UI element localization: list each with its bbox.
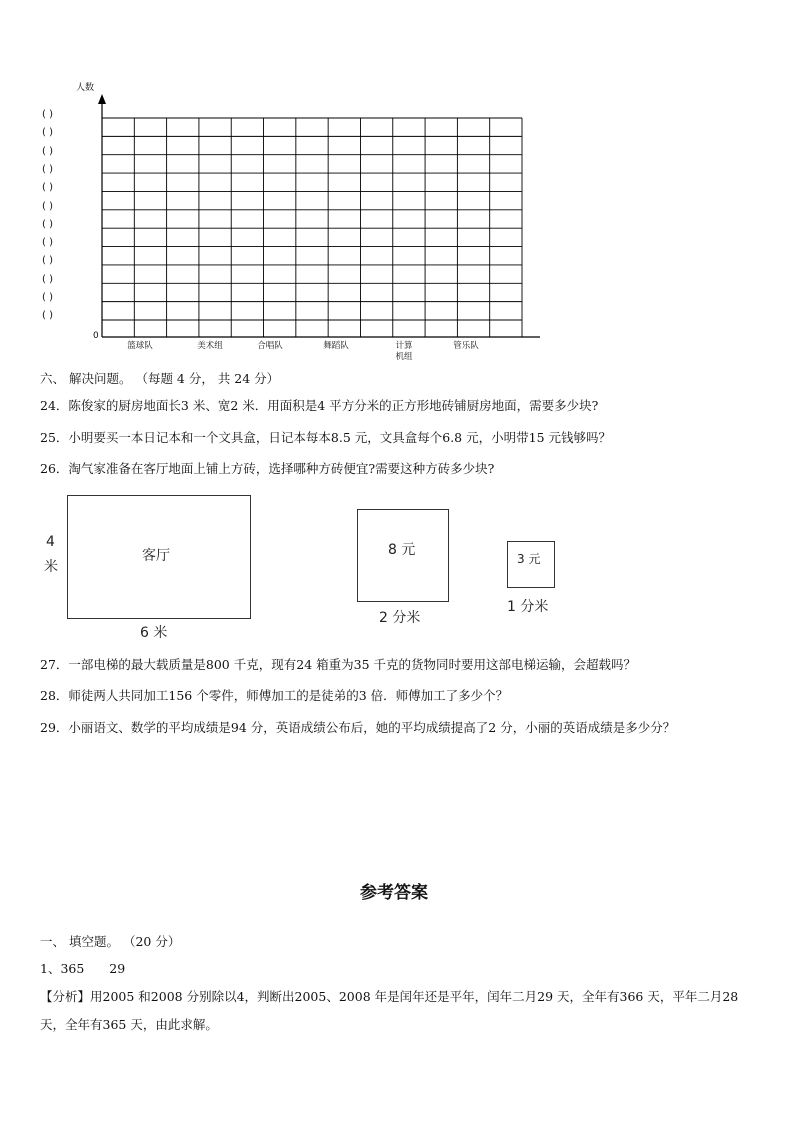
y-tick-blank: ( ) <box>42 163 53 175</box>
room-height-value: 4 <box>46 534 55 550</box>
answers-section1-heading: 一、 填空题。 （20 分） <box>40 934 181 949</box>
y-axis-label: 人数 <box>76 83 95 93</box>
question-28: 28．师徒两人共同加工156 个零件，师傅加工的是徒弟的3 倍．师傅加工了多少个？ <box>40 688 509 703</box>
chart-grid <box>0 0 794 360</box>
small-tile-side: 1 分米 <box>507 599 549 615</box>
y-tick-blank: ( ) <box>42 109 53 120</box>
y-tick-blank: ( ) <box>42 310 53 322</box>
room-width-label: 6 米 <box>140 625 168 641</box>
large-tile-price: 8 元 <box>388 542 416 558</box>
living-room-label: 客厅 <box>142 548 170 564</box>
x-category-label: 篮球队 <box>127 341 153 351</box>
x-category-label: 美术组 <box>197 341 223 351</box>
origin-label: 0 <box>93 331 99 341</box>
y-tick-blank: ( ) <box>42 255 53 267</box>
x-category-label: 合唱队 <box>257 341 283 351</box>
question-27: 27．一部电梯的最大载质量是800 千克，现有24 箱重为35 千克的货物同时要用这部电梯运输，会超载吗？ <box>40 657 636 672</box>
y-tick-blank: ( ) <box>42 200 53 212</box>
y-tick-blank: ( ) <box>42 218 53 230</box>
y-tick-blank: ( ) <box>42 127 53 139</box>
y-tick-blank: ( ) <box>42 145 53 157</box>
y-tick-blank: ( ) <box>42 273 53 285</box>
y-tick-blank: ( ) <box>42 292 53 303</box>
y-tick-blank: ( ) <box>42 182 53 194</box>
question-26: 26．淘气家准备在客厅地面上铺上方砖，选择哪种方砖便宜?需要这种方砖多少块? <box>40 461 495 476</box>
answers-title: 参考答案 <box>360 883 428 903</box>
x-category-label: 舞蹈队 <box>323 341 349 351</box>
large-tile-side: 2 分米 <box>379 610 421 626</box>
x-category-label: 计算 机组 <box>395 341 413 362</box>
question-29: 29．小丽语文、数学的平均成绩是94 分，英语成绩公布后，她的平均成绩提高了2 分，小丽的英语成绩是多少分？ <box>40 720 676 735</box>
room-height-unit: 米 <box>44 559 58 575</box>
question-25: 25．小明要买一本日记本和一个文具盒，日记本每本8.5 元，文具盒每个6.8 元，小明带15 元钱够吗？ <box>40 430 611 445</box>
y-tick-blank: ( ) <box>42 237 53 249</box>
x-category-label: 管乐队 <box>453 341 479 351</box>
answer-1: 1、365 29 <box>40 961 126 976</box>
small-tile-price: 3 元 <box>517 552 541 566</box>
question-24: 24．陈俊家的厨房地面长3 米、宽2 米．用面积是4 平方分米的正方形地砖铺厨房地面，需要多少块? <box>40 398 599 413</box>
answer-1-analysis: 【分析】用2005 和2008 分别除以4，判断出2005、2008 年是闰年还是平年，闰年二月29 天，全年有366 天，平年二月28 天，全年有365 天，由此求解。 <box>40 989 739 1032</box>
section6-heading: 六、 解决问题。 （每题 4 分， 共 24 分） <box>40 371 280 386</box>
